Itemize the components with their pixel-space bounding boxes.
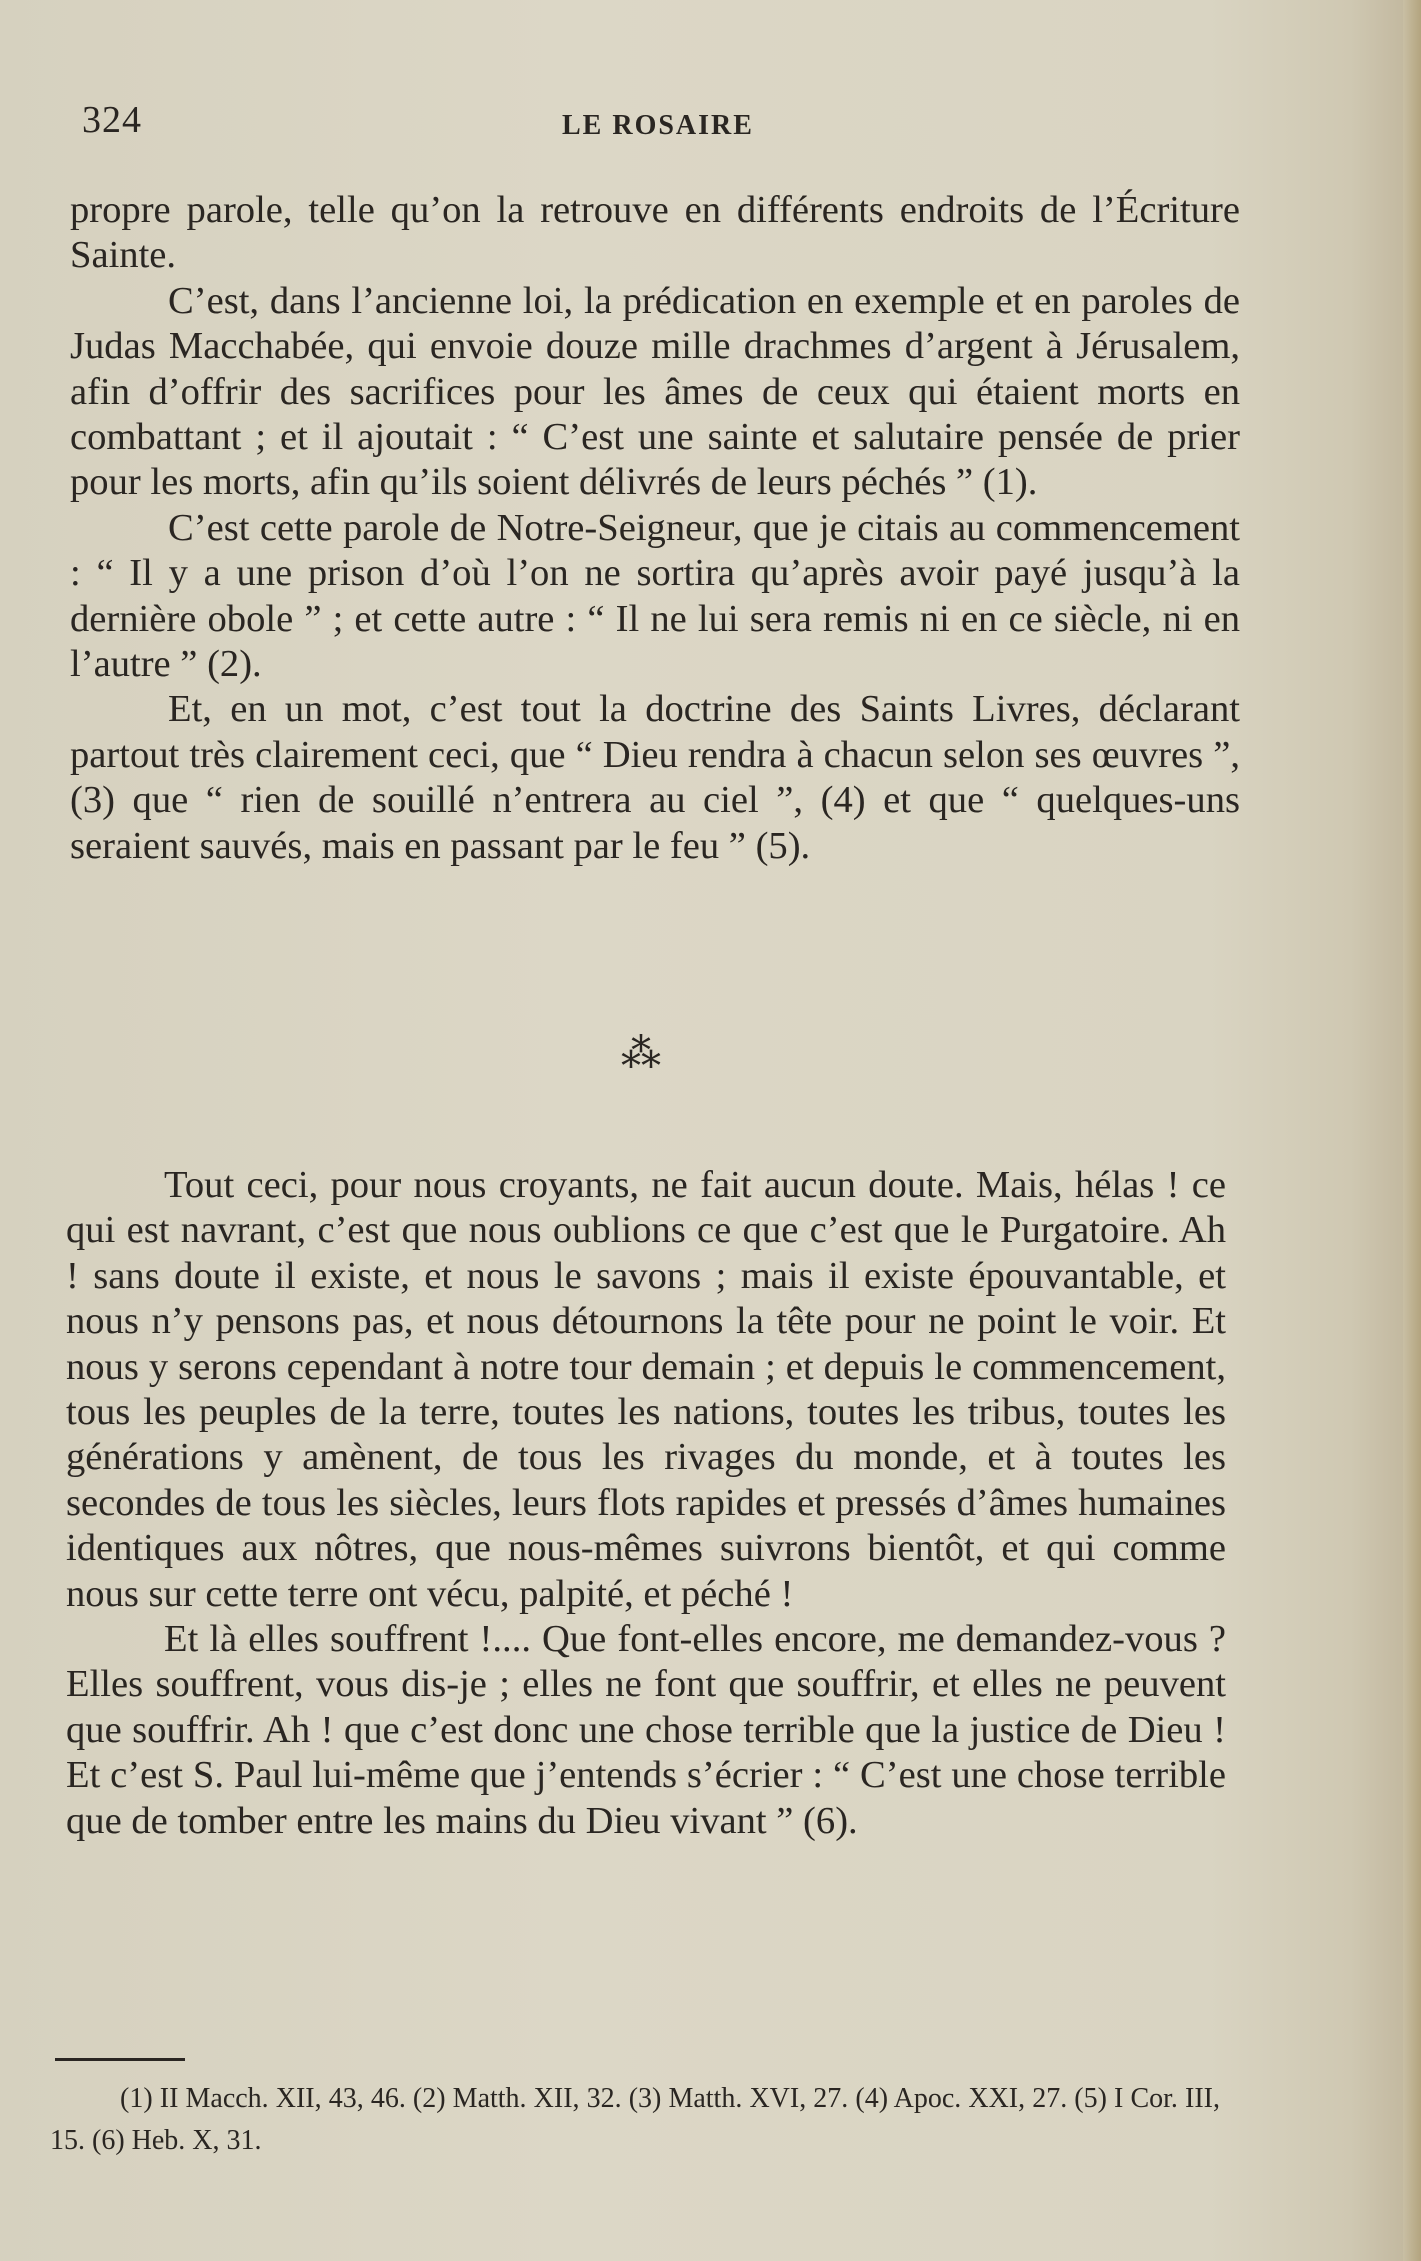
footnotes bbox=[50, 2078, 1220, 2162]
body-section-two bbox=[66, 1163, 1226, 1844]
page-header bbox=[82, 98, 1242, 158]
asterism-divider: ⁂ bbox=[621, 1031, 659, 1076]
paragraph-notre-seigneur: C’est cette parole de Notre-Seigneur, que je citais au commencement : “ Il y a une prison d’où l’on ne sortira qu’après avoir payé jusqu’à la dernière obole ” ; et cette autre : “ Il ne lui sera remis ni en ce siècle, ni en l’autre ” (2). bbox=[70, 506, 1240, 686]
body-section-one bbox=[70, 188, 1240, 869]
page-edge bbox=[1403, 0, 1421, 2261]
paragraph-saints-livres: Et, en un mot, c’est tout la doctrine des Saints Livres, déclarant partout très clairement ceci, que “ Dieu rendra à chacun selon ses œuvres ”, (3) que “ rien de souillé n’entrera au ciel ”, (4) et que “ quelques-uns seraient sauvés, mais en passant par le feu ” (5). bbox=[70, 688, 1240, 867]
running-title: LE ROSAIRE bbox=[562, 110, 754, 141]
paragraph-continuation: propre parole, telle qu’on la retrouve en différents endroits de l’Écriture Sainte. bbox=[70, 189, 1240, 277]
footnote-text: (1) II Macch. XII, 43, 46. (2) Matth. XII, 32. (3) Matth. XVI, 27. (4) Apoc. XXI, 27. (5) I Cor. III, 15. (6) Heb. X, 31. bbox=[50, 2083, 1220, 2156]
paragraph-purgatoire: Tout ceci, pour nous croyants, ne fait aucun doute. Mais, hélas ! ce qui est navrant, c’est que nous oublions ce que c’est que le Purgatoire. Ah ! sans doute il existe, et nous le savons ; mais il existe épouvantable, et nous n’y pensons pas, et nous détournons la tête pour ne point le voir. Et nous y serons cependant à notre tour demain ; et depuis le commencement, tous les peuples de la terre, toutes les nations, toutes les tribus, toutes les générations y amènent, de tous les rivages du monde, et à toutes les secondes de tous les siècles, leurs flots rapides et pressés d’âmes humaines identiques aux nôtres, que nous-mêmes suivrons bientôt, et qui comme nous sur cette terre ont vécu, palpité, et péché ! bbox=[66, 1164, 1226, 1615]
page-number: 324 bbox=[82, 99, 142, 141]
footnote-rule bbox=[55, 2058, 185, 2061]
paragraph-souffrent: Et là elles souffrent !.... Que font-elles encore, me demandez-vous ? Elles souffrent, vous dis-je ; elles ne font que souffrir, et elles ne peuvent que souffrir. Ah ! que c’est donc une chose terrible que la justice de Dieu ! Et c’est S. Paul lui-même que j’entends s’écrier : “ C’est une chose terrible que de tomber entre les mains du Dieu vivant ” (6). bbox=[66, 1618, 1226, 1842]
paragraph-macchabee: C’est, dans l’ancienne loi, la prédication en exemple et en paroles de Judas Macchabée, qui envoie douze mille drachmes d’argent à Jérusalem, afin d’offrir des sacrifices pour les âmes de ceux qui étaient morts en combattant ; et il ajoutait : “ C’est une sainte et salutaire pensée de prier pour les morts, afin qu’ils soient délivrés de leurs péchés ” (1). bbox=[70, 279, 1240, 504]
